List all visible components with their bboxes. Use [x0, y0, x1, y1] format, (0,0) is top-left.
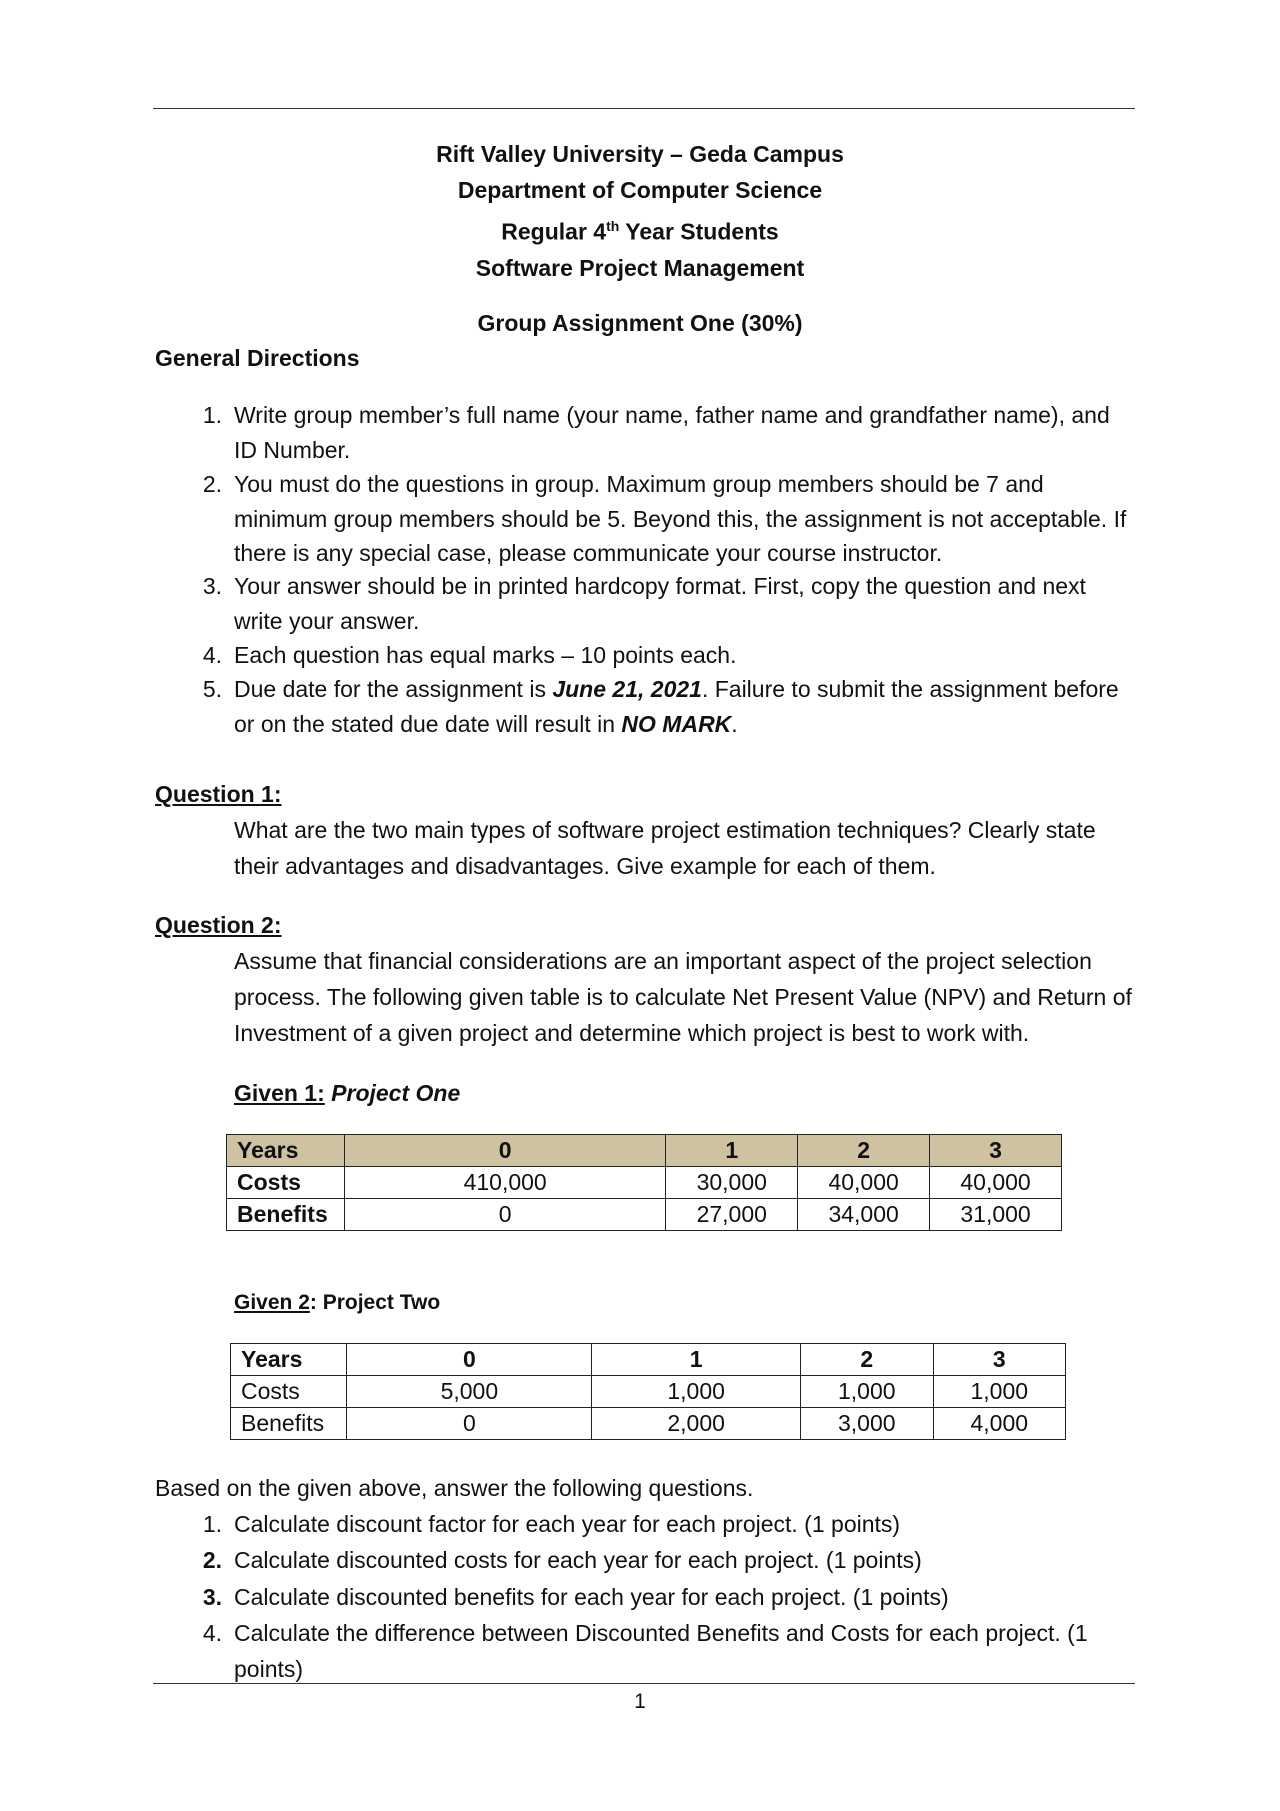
given-2-label: Given 2: Project Two: [234, 1291, 441, 1314]
given-1-label: Given 1: Project One: [234, 1080, 461, 1106]
top-rule: [153, 108, 1135, 109]
direction-item-1: 1. Write group member’s full name (your name, father name and grandfather name), and ID Number.: [202, 402, 1110, 463]
direction-item-2: 2. You must do the questions in group. Maximum group members should be 7 and minimum group members should be 5. Beyond this, the assignment is not acceptable. If there is any special case, please communicate your course instructor.: [202, 471, 1127, 566]
question-2-title: Question 2:: [155, 912, 282, 938]
sub-question-1: 1. Calculate discount factor for each year for each project. (1 points): [202, 1511, 901, 1537]
question-1-title: Question 1:: [155, 781, 282, 807]
document-header: [0, 136, 1280, 286]
sub-question-3: 3. Calculate discounted benefits for each year for each project. (1 points): [202, 1584, 949, 1610]
department-name: Department of Computer Science: [457, 177, 823, 203]
table-row: Costs 5,000 1,000 1,000 1,000: [231, 1376, 1066, 1408]
assignment-title: Group Assignment One (30%): [477, 310, 803, 336]
university-name: Rift Valley University – Geda Campus: [436, 141, 844, 167]
page-number: 1: [634, 1690, 646, 1713]
table-row: Years 0 1 2 3: [231, 1344, 1066, 1376]
course-name: Software Project Management: [475, 254, 805, 281]
direction-item-4: 4. Each question has equal marks – 10 points each.: [202, 642, 737, 668]
based-on-text: Based on the given above, answer the following questions.: [155, 1475, 754, 1501]
table-row: Costs 410,000 30,000 40,000 40,000: [227, 1167, 1062, 1199]
due-date: June 21, 2021: [552, 676, 702, 702]
sub-question-2: 2. Calculate discounted costs for each year for each project. (1 points): [202, 1547, 922, 1573]
project-two-table: [230, 1343, 1066, 1440]
sub-question-4: 4. Calculate the difference between Discounted Benefits and Costs for each project. (1 points): [202, 1620, 1088, 1682]
students-line: Regular 4th Year Students: [501, 218, 779, 245]
question-1-text: What are the two main types of software project estimation techniques? Clearly state their advantages and disadvantages. Give example for each of them.: [234, 817, 1096, 879]
direction-item-3: 3. Your answer should be in printed hardcopy format. First, copy the question and next write your answer.: [202, 573, 1086, 634]
question-2-text: Assume that financial considerations are an important aspect of the project selection process. The following given table is to calculate Net Present Value (NPV) and Return of Investment of a given project and determine which project is best to work with.: [234, 948, 1132, 1046]
table-row: Years 0 1 2 3: [227, 1135, 1062, 1167]
table-row: Benefits 0 2,000 3,000 4,000: [231, 1408, 1066, 1440]
table-row: Benefits 0 27,000 34,000 31,000: [227, 1199, 1062, 1231]
bottom-rule: [153, 1683, 1135, 1684]
project-one-table: [226, 1134, 1062, 1231]
direction-item-5: 5. Due date for the assignment is June 21, 2021. Failure to submit the assignment before or on the stated due date will result in NO MARK.: [202, 676, 1119, 737]
no-mark-text: NO MARK: [621, 710, 732, 737]
directions-title: General Directions: [155, 345, 360, 371]
